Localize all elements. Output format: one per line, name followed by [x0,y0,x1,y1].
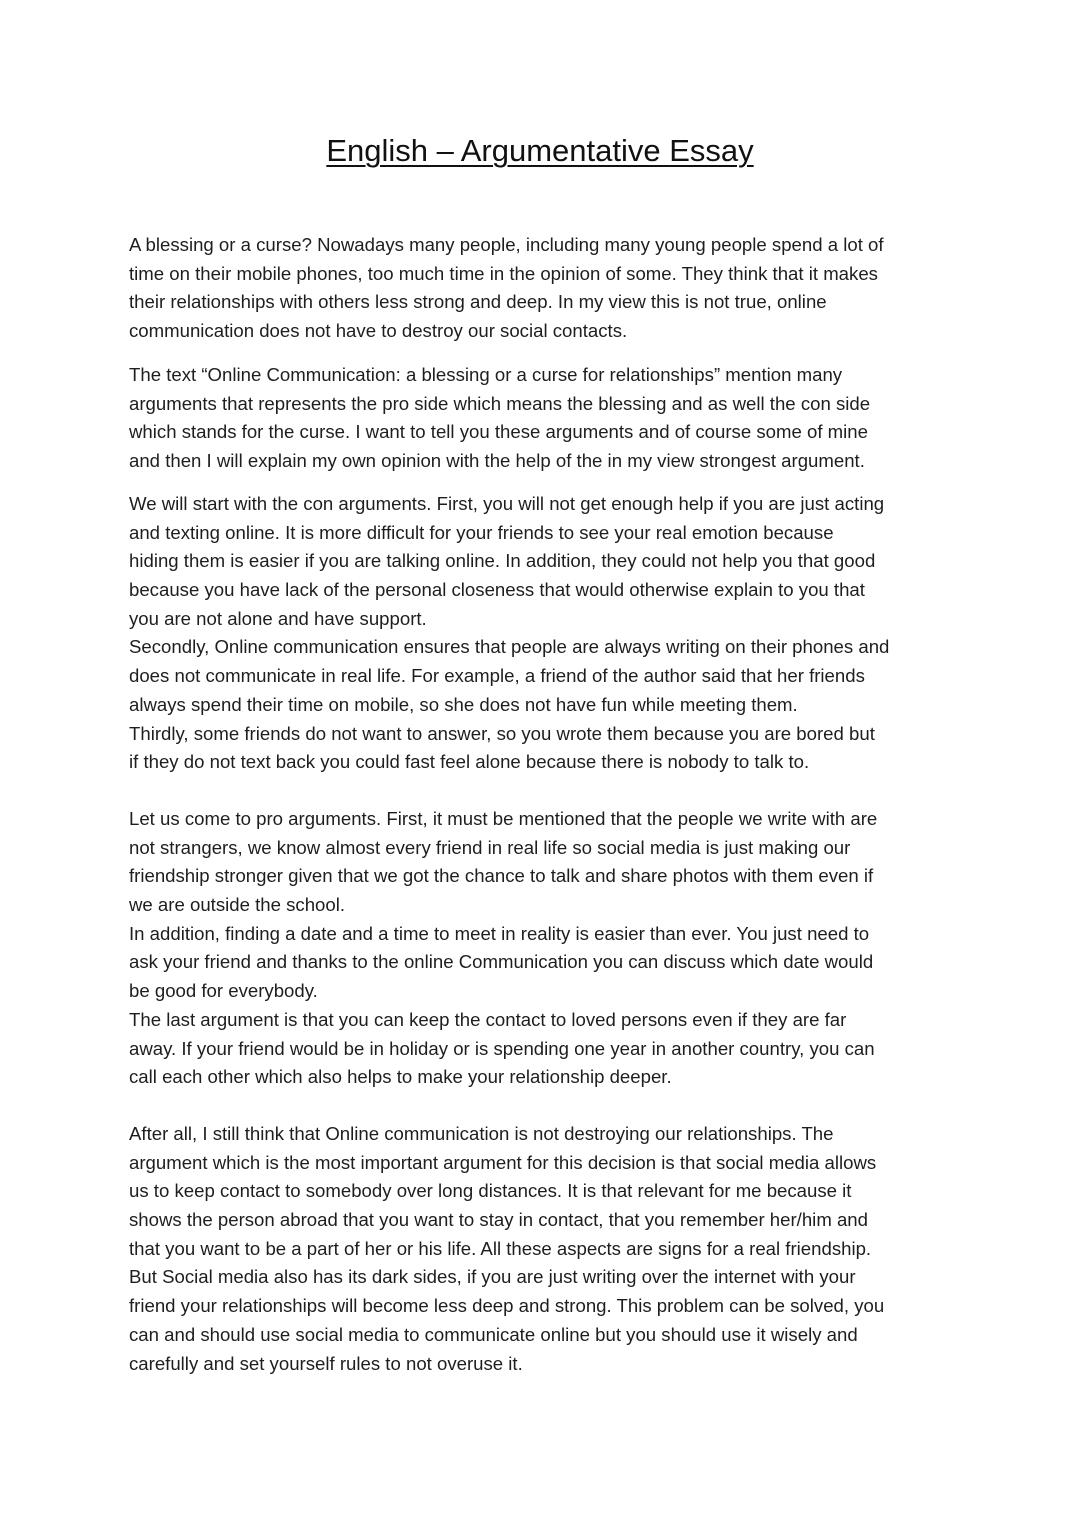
text-line: In addition, finding a date and a time to meet in reality is easier than ever. You just need to [129,922,870,944]
text-line: ask your friend and thanks to the online Communication you can discuss which date would [129,951,874,973]
text-line: The last argument is that you can keep the contact to loved persons even if they are far [129,1008,847,1030]
paragraph-intro [129,231,959,346]
text-line: and texting online. It is more difficult for your friends to see your real emotion because [129,521,834,543]
text-line: After all, I still think that Online communication is not destroying our relationships. The [129,1123,834,1144]
text-line: But Social media also has its dark sides, if you are just writing over the internet with your [129,1266,856,1288]
text-line: Secondly, Online communication ensures that people are always writing on their phones and [129,636,890,658]
paragraph-conclusion [129,1120,959,1378]
text-line: us to keep contact to somebody over long distances. It is that relevant for me because it [129,1180,852,1202]
text-line: we are outside the school. [129,894,346,916]
text-line: arguments that represents the pro side which means the blessing and as well the con side [129,392,871,414]
text-line: The text “Online Communication: a blessing or a curse for relationships” mention many [129,364,843,385]
text-line: shows the person abroad that you want to stay in contact, that you remember her/him and [129,1209,868,1231]
text-line: does not communicate in real life. For example, a friend of the author said that her friends [129,665,865,687]
text-line: argument which is the most important argument for this decision is that social media allows [129,1151,877,1173]
text-line: away. If your friend would be in holiday or is spending one year in another country, you can [129,1037,875,1059]
text-line: call each other which also helps to make your relationship deeper. [129,1066,672,1088]
text-line: We will start with the con arguments. First, you will not get enough help if you are just acting [129,493,885,514]
text-line: if they do not text back you could fast feel alone because there is nobody to talk to. [129,751,810,773]
text-line: can and should use social media to communicate online but you should use it wisely and [129,1323,858,1345]
text-line: because you have lack of the personal closeness that would otherwise explain to you that [129,579,865,601]
text-line: Let us come to pro arguments. First, it must be mentioned that the people we write with are [129,808,878,829]
text-line: always spend their time on mobile, so she does not have fun while meeting them. [129,693,798,715]
text-line: A blessing or a curse? Nowadays many people, including many young people spend a lot of [129,234,884,255]
text-line: their relationships with others less strong and deep. In my view this is not true, online [129,291,827,313]
paragraph-text-overview [129,361,959,476]
text-line: that you want to be a part of her or his life. All these aspects are signs for a real friendship. [129,1237,872,1259]
text-line: Thirdly, some friends do not want to answer, so you wrote them because you are bored but [129,722,875,744]
text-line: time on their mobile phones, too much time in the opinion of some. They think that it makes [129,262,878,284]
paragraph-pro-arguments [129,805,959,1092]
text-line: friendship stronger given that we got the chance to talk and share photos with them even if [129,865,874,887]
paragraph-con-arguments [129,490,959,777]
text-line: communication does not have to destroy our social contacts. [129,320,628,342]
text-line: be good for everybody. [129,980,318,1002]
text-line: not strangers, we know almost every friend in real life so social media is just making our [129,836,851,858]
text-line: which stands for the curse. I want to tell you these arguments and of course some of mine [129,421,868,443]
text-line: you are not alone and have support. [129,607,427,629]
text-line: and then I will explain my own opinion with the help of the in my view strongest argument. [129,450,865,472]
text-line: carefully and set yourself rules to not overuse it. [129,1352,523,1374]
document-title: English – Argumentative Essay [326,133,754,168]
text-line: friend your relationships will become less deep and strong. This problem can be solved, you [129,1295,885,1317]
text-line: hiding them is easier if you are talking online. In addition, they could not help you that good [129,550,876,572]
